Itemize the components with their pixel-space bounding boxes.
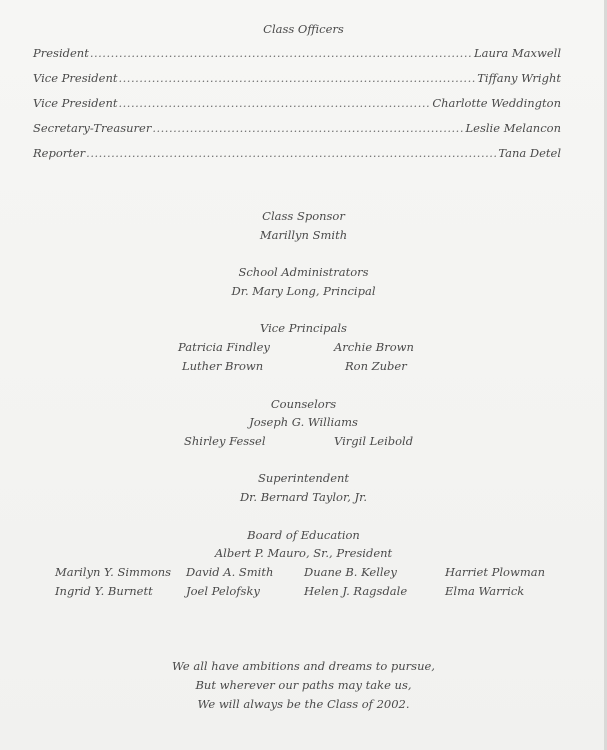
closing-verse-line: We all have ambitions and dreams to pursue, — [172, 659, 435, 673]
board-member-name: Helen J. Ragsdale — [304, 584, 408, 598]
board-president-name: Albert P. Mauro, Sr., President — [214, 546, 393, 560]
dot-leader — [86, 146, 497, 160]
closing-verse-line: But wherever our paths may take us, — [195, 678, 412, 692]
board-member-name: Joel Pelofsky — [186, 584, 260, 598]
superintendent-heading: Superintendent — [257, 471, 350, 485]
dot-leader — [152, 121, 464, 135]
dot-leader — [119, 71, 477, 85]
counselors-heading: Counselors — [270, 397, 337, 411]
officer-name: Tiffany Wright — [477, 71, 561, 85]
superintendent-name: Dr. Bernard Taylor, Jr. — [239, 490, 368, 504]
officer-title: President — [33, 46, 89, 60]
board-member-name: Harriet Plowman — [445, 565, 545, 579]
vice-principal-name: Luther Brown — [182, 359, 264, 373]
vice-principal-name: Ron Zuber — [345, 359, 407, 373]
officer-row-vice-president-1 — [33, 71, 561, 85]
board-member-name: Ingrid Y. Burnett — [55, 584, 153, 598]
dot-leader — [90, 46, 473, 60]
officer-name: Leslie Melancon — [465, 121, 561, 135]
counselor-name: Joseph G. Williams — [249, 415, 358, 429]
vice-principal-name: Patricia Findley — [178, 340, 270, 354]
counselor-name: Shirley Fessel — [184, 434, 266, 448]
board-member-name: Duane B. Kelley — [304, 565, 397, 579]
board-member-name: Elma Warrick — [445, 584, 525, 598]
vice-principal-name: Archie Brown — [334, 340, 414, 354]
officer-title: Secretary-Treasurer — [33, 121, 152, 135]
class-sponsor-heading: Class Sponsor — [262, 209, 345, 223]
dot-leader — [119, 96, 432, 110]
board-of-education-heading: Board of Education — [247, 528, 360, 542]
officer-row-secretary-treasurer — [33, 121, 561, 135]
officer-row-reporter — [33, 146, 561, 160]
board-member-name: Marilyn Y. Simmons — [55, 565, 172, 579]
officer-name: Laura Maxwell — [473, 46, 561, 60]
officer-title: Vice President — [33, 96, 118, 110]
class-sponsor-name: Marillyn Smith — [259, 228, 348, 242]
class-officers-heading: Class Officers — [263, 22, 344, 36]
closing-verse-line: We will always be the Class of 2002. — [197, 697, 410, 711]
officer-name: Tana Detel — [498, 146, 561, 160]
officer-title: Vice President — [33, 71, 118, 85]
principal-name: Dr. Mary Long, Principal — [231, 284, 376, 298]
board-member-name: David A. Smith — [186, 565, 274, 579]
officer-row-vice-president-2 — [33, 96, 561, 110]
vice-principals-heading: Vice Principals — [260, 321, 347, 335]
counselor-name: Virgil Leibold — [334, 434, 414, 448]
officer-name: Charlotte Weddington — [432, 96, 561, 110]
school-administrators-heading: School Administrators — [238, 265, 369, 279]
officer-row-president — [33, 46, 561, 60]
officer-title: Reporter — [33, 146, 86, 160]
